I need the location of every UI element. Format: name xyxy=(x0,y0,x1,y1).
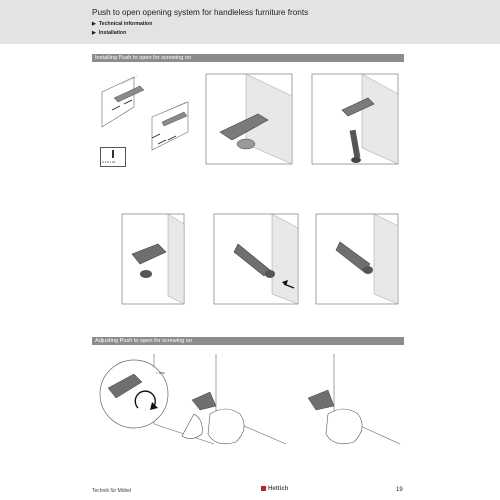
figure-push-plunger xyxy=(214,214,298,304)
distance-label: ≈ mm xyxy=(156,371,165,375)
hettich-logo-mark xyxy=(261,486,266,491)
hettich-logo xyxy=(261,486,288,492)
logo-text: Hettich xyxy=(268,486,289,493)
breadcrumb-label: Installation xyxy=(98,30,127,36)
triangle-bullet-icon: ▶ xyxy=(92,30,96,36)
figure-mount-device xyxy=(206,74,292,164)
figure-completed-mount xyxy=(316,214,398,304)
footer-text: Technik für Möbel xyxy=(92,488,132,494)
screw-icon xyxy=(112,150,114,158)
page-header xyxy=(0,0,500,44)
screw-spec-box xyxy=(100,147,126,167)
section-bar-installing xyxy=(92,54,404,62)
figure-adjust-hand-right xyxy=(284,354,400,454)
section-label: Adjusting Push to open for screwing on xyxy=(95,338,193,344)
figure-adjust-hand-left xyxy=(176,354,286,454)
section-bar-adjusting xyxy=(92,337,404,345)
section-label: Installing Push to open for screwing on xyxy=(95,55,192,61)
screw-spec-label: ø 3.5 x 16 xyxy=(102,160,116,164)
breadcrumb-technical-info xyxy=(92,21,152,27)
breadcrumb-label: Technical information xyxy=(98,21,153,27)
breadcrumb-installation xyxy=(92,30,126,36)
page-title: Push to open opening system for handleless furniture fronts xyxy=(92,8,309,17)
figure-insert-plunger xyxy=(312,74,398,164)
figure-adjust-plunger xyxy=(122,214,184,304)
page-number: 19 xyxy=(396,487,403,493)
triangle-bullet-icon: ▶ xyxy=(92,21,96,27)
